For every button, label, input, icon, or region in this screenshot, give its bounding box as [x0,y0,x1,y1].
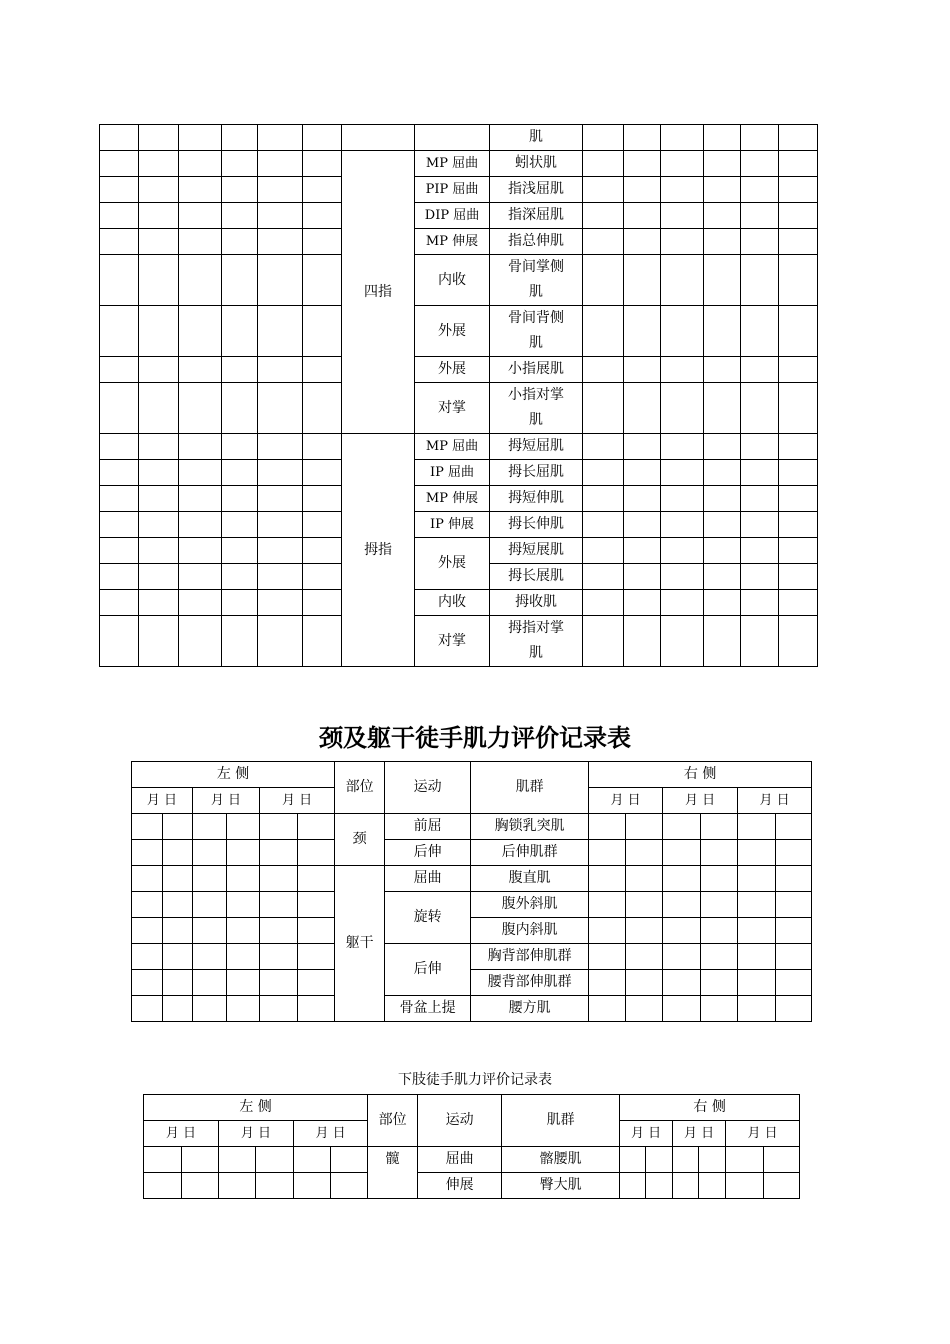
motion-cell: 旋转 [385,892,471,944]
muscle-cell: 后伸肌群 [471,840,589,866]
part-header: 部位 [335,762,385,814]
muscle-cell: 拇长伸肌 [490,512,583,538]
muscle-cell: 指深屈肌 [490,203,583,229]
muscle-cell: 腹外斜肌 [471,892,589,918]
date-header: 月 日 [193,788,260,814]
muscle-cell: 腰方肌 [471,996,589,1022]
muscle-cell: 指总伸肌 [490,229,583,255]
motion-cell: DIP 屈曲 [415,203,490,229]
motion-cell: MP 伸展 [415,229,490,255]
left-side-header: 左 侧 [144,1095,368,1121]
motion-cell: IP 屈曲 [415,460,490,486]
motion-cell: IP 伸展 [415,512,490,538]
muscle-cell: 肌 [490,125,583,151]
trunk-table-title: 颈及躯干徒手肌力评价记录表 [319,724,631,752]
motion-cell: 伸展 [418,1173,502,1199]
muscle-cell: 臀大肌 [502,1173,620,1199]
motion-cell: 对掌 [415,616,490,667]
muscle-header: 肌群 [471,762,589,814]
motion-cell: MP 屈曲 [415,151,490,177]
muscle-cell: 拇长屈肌 [490,460,583,486]
motion-cell: MP 屈曲 [415,434,490,460]
muscle-cell: 蚓状肌 [490,151,583,177]
lower-table-title: 下肢徒手肌力评价记录表 [398,1072,552,1088]
date-header: 月 日 [673,1121,726,1147]
motion-cell: 外展 [415,306,490,357]
motion-header: 运动 [385,762,471,814]
motion-cell: 外展 [415,357,490,383]
motion-cell: MP 伸展 [415,486,490,512]
lower-limb-muscle-table [143,1094,800,1199]
motion-cell: 对掌 [415,383,490,434]
part-hip: 髋 [368,1147,418,1199]
muscle-cell: 小指展肌 [490,357,583,383]
motion-header: 运动 [418,1095,502,1147]
muscle-cell: 指浅屈肌 [490,177,583,203]
date-header: 月 日 [620,1121,673,1147]
date-header: 月 日 [260,788,335,814]
muscle-cell: 骨间掌侧肌 [490,255,583,306]
part-trunk: 躯干 [335,866,385,1022]
date-header: 月 日 [589,788,663,814]
muscle-cell: 髂腰肌 [502,1147,620,1173]
date-header: 月 日 [726,1121,800,1147]
motion-cell: 内收 [415,590,490,616]
part-header: 部位 [368,1095,418,1147]
motion-cell: 内收 [415,255,490,306]
motion-cell: 外展 [415,538,490,590]
date-header: 月 日 [294,1121,368,1147]
motion-cell: 屈曲 [385,866,471,892]
muscle-header: 肌群 [502,1095,620,1147]
muscle-cell: 腹内斜肌 [471,918,589,944]
motion-cell: 骨盆上提 [385,996,471,1022]
motion-cell: PIP 屈曲 [415,177,490,203]
muscle-cell: 拇短屈肌 [490,434,583,460]
muscle-cell: 拇指对掌肌 [490,616,583,667]
hand-muscle-table [99,124,818,667]
trunk-muscle-table [131,761,812,1022]
motion-cell: 后伸 [385,944,471,996]
left-side-header: 左 侧 [132,762,335,788]
right-side-header: 右 侧 [620,1095,800,1121]
date-header: 月 日 [738,788,812,814]
motion-cell: 前屈 [385,814,471,840]
muscle-cell: 拇长展肌 [490,564,583,590]
part-thumb: 拇指 [342,434,415,667]
muscle-cell: 拇短展肌 [490,538,583,564]
part-neck: 颈 [335,814,385,866]
date-header: 月 日 [132,788,193,814]
muscle-cell: 拇短伸肌 [490,486,583,512]
muscle-cell: 胸背部伸肌群 [471,944,589,970]
muscle-cell: 胸锁乳突肌 [471,814,589,840]
muscle-cell: 小指对掌肌 [490,383,583,434]
part-four-fingers: 四指 [342,151,415,434]
motion-cell: 后伸 [385,840,471,866]
right-side-header: 右 侧 [589,762,812,788]
motion-cell: 屈曲 [418,1147,502,1173]
muscle-cell: 拇收肌 [490,590,583,616]
date-header: 月 日 [144,1121,219,1147]
date-header: 月 日 [219,1121,294,1147]
muscle-cell: 骨间背侧肌 [490,306,583,357]
muscle-cell: 腹直肌 [471,866,589,892]
muscle-cell: 腰背部伸肌群 [471,970,589,996]
date-header: 月 日 [663,788,738,814]
